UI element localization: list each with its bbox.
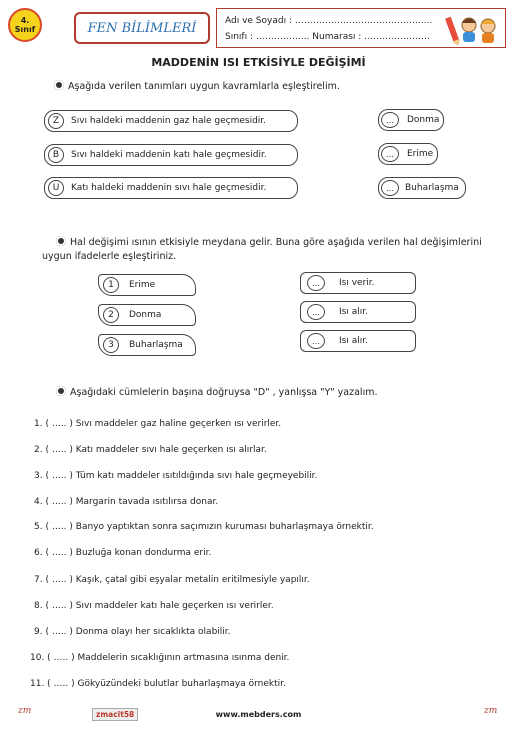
page-title: MADDENİN ISI ETKİSİYLE DEĞİŞİMİ	[151, 56, 366, 69]
statement-item: 11. ( ….. ) Gökyüzündeki bulutlar buharlaşmaya örnektir.	[30, 679, 286, 689]
heat-text: Isı verir.	[339, 278, 375, 288]
change-box	[98, 334, 196, 356]
subject-title: FEN BİLİMLERİ	[74, 12, 210, 44]
change-number: 1	[103, 277, 119, 293]
heat-box	[300, 272, 416, 294]
term-text: Erime	[407, 149, 434, 159]
class-number-line[interactable]: Sınıfı : ……………... Numarası : ……………….…	[225, 32, 431, 42]
statement-item: 8. ( ….. ) Sıvı maddeler katı hale geçerken ısı verirler.	[34, 601, 274, 611]
definition-row	[44, 110, 298, 132]
answer-blank[interactable]: …	[307, 275, 325, 291]
flower-bullet-icon	[54, 80, 64, 90]
definition-text: Katı haldeki maddenin sıvı hale geçmesidir.	[71, 183, 267, 193]
term-box-buharlasma	[378, 177, 466, 199]
term-text: Buharlaşma	[405, 183, 459, 193]
grade-badge	[8, 8, 42, 42]
grade-number: 4.	[20, 16, 30, 25]
statement-item: 6. ( ….. ) Buzluğa konan dondurma erir.	[34, 548, 212, 558]
heat-text: Isı alır.	[339, 336, 368, 346]
section1-heading	[54, 80, 340, 92]
footer-logo-left: zm	[18, 706, 32, 716]
statement-item: 5. ( ….. ) Banyo yaptıktan sonra saçımızın kuruması buharlaşmaya örnektir.	[34, 522, 374, 532]
answer-blank[interactable]: …	[381, 180, 399, 196]
statement-item: 4. ( ….. ) Margarin tavada ısıtılırsa donar.	[34, 497, 219, 507]
change-text: Erime	[129, 280, 156, 290]
statement-item: 9. ( ….. ) Donma olayı her sıcaklıkta olabilir.	[34, 627, 231, 637]
kids-pencil-illustration	[445, 11, 503, 45]
student-info-box	[216, 8, 506, 48]
answer-blank[interactable]: …	[381, 112, 399, 128]
statement-item: 3. ( ….. ) Tüm katı maddeler ısıtıldığında sıvı hale geçmeyebilir.	[34, 471, 318, 481]
definition-text: Sıvı haldeki maddenin katı hale geçmesidir.	[71, 150, 267, 160]
heat-box	[300, 301, 416, 323]
definition-row	[44, 177, 298, 199]
change-text: Donma	[129, 310, 162, 320]
term-text: Donma	[407, 115, 440, 125]
grade-label: Sınıf	[14, 25, 36, 34]
flower-bullet-icon	[56, 236, 66, 246]
definition-letter: Z	[48, 113, 64, 129]
section3-heading-text: Aşağıdaki cümlelerin başına doğruysa "D" , yanlışsa "Y" yazalım.	[70, 387, 378, 398]
change-text: Buharlaşma	[129, 340, 183, 350]
definition-letter: B	[48, 147, 64, 163]
change-number: 3	[103, 337, 119, 353]
answer-blank[interactable]: …	[381, 146, 399, 162]
flower-bullet-icon	[56, 386, 66, 396]
section3-heading	[56, 386, 377, 398]
definition-letter: U	[48, 180, 64, 196]
change-number: 2	[103, 307, 119, 323]
term-box-erime	[378, 143, 438, 165]
section2-heading-line2: uygun ifadelerle eşleştiriniz.	[42, 251, 177, 262]
change-box	[98, 274, 196, 296]
section1-heading-text: Aşağıda verilen tanımları uygun kavramlarla eşleştirelim.	[68, 81, 340, 92]
statement-item: 10. ( ….. ) Maddelerin sıcaklığının artmasına ısınma denir.	[30, 653, 290, 663]
statement-item: 7. ( ….. ) Kaşık, çatal gibi eşyalar metalin eritilmesiyle yapılır.	[34, 575, 310, 585]
footer-logo-right: zm	[484, 706, 498, 716]
answer-blank[interactable]: …	[307, 304, 325, 320]
statement-item: 1. ( ….. ) Sıvı maddeler gaz haline geçerken ısı verirler.	[34, 419, 282, 429]
change-box	[98, 304, 196, 326]
term-box-donma	[378, 109, 444, 131]
section2-heading-line1: Hal değişimi ısının etkisiyle meydana gelir. Buna göre aşağıda verilen hal değişimlerini	[70, 237, 482, 248]
heat-text: Isı alır.	[339, 307, 368, 317]
footer-author-badge: zmacit58	[92, 708, 138, 721]
footer-url[interactable]: www.mebders.com	[215, 710, 302, 719]
definition-row	[44, 144, 298, 166]
definition-text: Sıvı haldeki maddenin gaz hale geçmesidir.	[71, 116, 267, 126]
section2-heading	[56, 236, 482, 248]
statement-item: 2. ( ….. ) Katı maddeler sıvı hale geçerken ısı alırlar.	[34, 445, 267, 455]
answer-blank[interactable]: …	[307, 333, 325, 349]
name-line[interactable]: Adı ve Soyadı : ……………………………………....	[225, 16, 433, 26]
heat-box	[300, 330, 416, 352]
